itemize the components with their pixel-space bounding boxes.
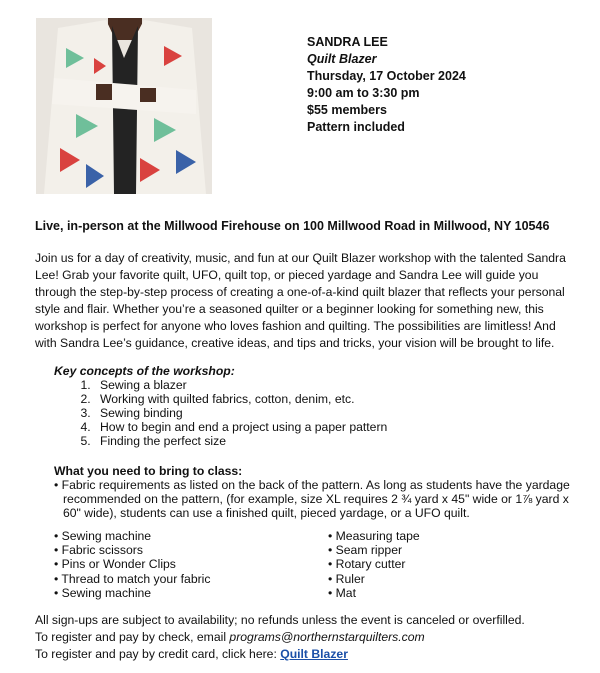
card-registration [35, 646, 525, 663]
supplies-heading: What you need to bring to class: [54, 464, 243, 478]
list-item: • Seam ripper [328, 543, 403, 558]
list-item: • Fabric scissors [54, 543, 143, 558]
quilt-blazer-image [36, 18, 212, 194]
event-date: Thursday, 17 October 2024 [307, 69, 466, 83]
refund-policy: All sign-ups are subject to availability; no refunds unless the event is canceled or overfilled. [35, 613, 525, 627]
event-info [307, 34, 466, 136]
card-text: To register and pay by credit card, click here: [35, 647, 281, 661]
list-item: • Mat [328, 585, 356, 600]
key-concepts-heading: Key concepts of the workshop: [54, 364, 235, 378]
registration-info [35, 612, 525, 663]
key-concepts [54, 364, 387, 448]
list-item: 4. How to begin and end a project using a paper pattern [94, 420, 387, 434]
location-line: Live, in-person at the Millwood Firehouse on 100 Millwood Road in Millwood, NY 10546 [35, 219, 550, 233]
list-item: • Pins or Wonder Clips [54, 557, 176, 572]
list-item: • Measuring tape [328, 529, 420, 543]
list-item: 5. Finding the perfect size [94, 434, 387, 448]
pattern-note: Pattern included [307, 120, 405, 134]
instructor-name: SANDRA LEE [307, 35, 388, 49]
key-concepts-list [54, 378, 387, 448]
intro-paragraph: Join us for a day of creativity, music, and fun at our Quilt Blazer workshop with the talented Sandra Lee! Grab your favorite quilt, UFO, quilt top, or pieced yardage and Sandra Lee will guide you through the step-by-step process of creating a one-of-a-kind quilt blazer that reflects your personal style and flair. Whether you’re a seasoned quilter or a beginner looking for something new, this workshop is perfect for anyone who loves fashion and quilting. The possibilities are limitless! And with Sandra Lee’s guidance, creative ideas, and tips and tricks, your vision will be brought to life. [35, 251, 566, 350]
supplies-list-right [328, 529, 420, 600]
list-item: • Ruler [328, 571, 365, 586]
check-text: To register and pay by check, email [35, 630, 230, 644]
workshop-title: Quilt Blazer [307, 52, 377, 66]
list-item: • Sewing machine [54, 529, 152, 543]
list-item: • Thread to match your fabric [54, 571, 211, 586]
list-item: • Sewing machine [54, 585, 152, 600]
event-time: 9:00 am to 3:30 pm [307, 86, 420, 100]
quilt-blazer-link[interactable]: Quilt Blazer [280, 647, 348, 661]
list-item: • Rotary cutter [328, 557, 406, 572]
list-item: 2. Working with quilted fabrics, cotton, denim, etc. [94, 392, 387, 406]
fabric-requirements: • Fabric requirements as listed on the back of the pattern. As long as students have the yardage recommended on the pattern, (for example, size XL requires 2 ¾ yard x 45" wide or 1⅞ yard x 60" wide), students can use a finished quilt, pieced yardage, or a UFO quilt. [54, 478, 570, 520]
supplies-section [54, 464, 574, 520]
instructor-photo [36, 18, 212, 194]
list-item: 3. Sewing binding [94, 406, 387, 420]
supplies-list-left [54, 529, 210, 600]
check-registration [35, 629, 525, 646]
email-address: programs@northernstarquilters.com [229, 630, 425, 644]
list-item: 1. Sewing a blazer [94, 378, 387, 392]
event-price: $55 members [307, 103, 387, 117]
